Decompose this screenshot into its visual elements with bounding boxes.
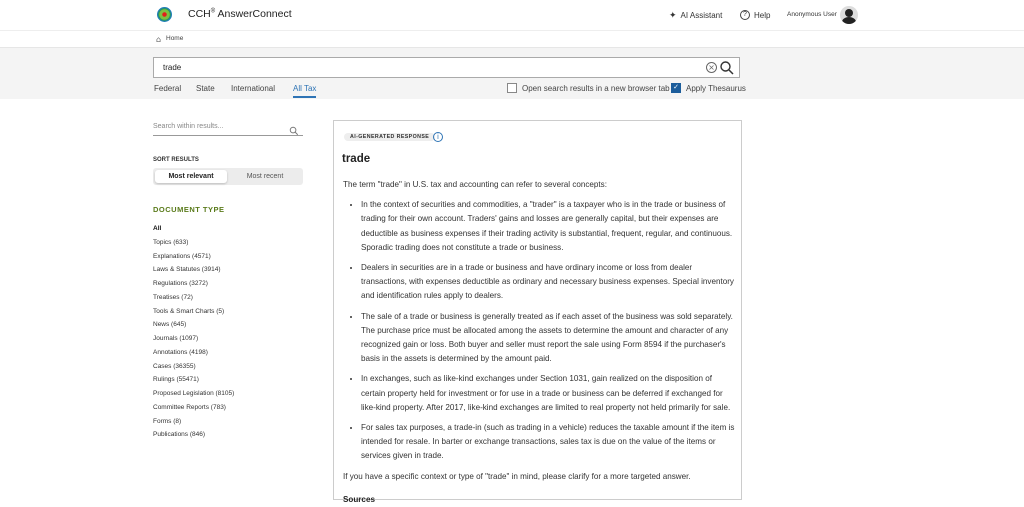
- document-type-item[interactable]: Forms (8): [153, 417, 182, 425]
- checkbox-icon[interactable]: [507, 83, 517, 93]
- sort-most-relevant[interactable]: Most relevant: [155, 170, 227, 183]
- document-type-item[interactable]: Annotations (4198): [153, 348, 208, 356]
- document-type-item[interactable]: News (645): [153, 321, 187, 329]
- ai-generated-badge: AI-GENERATED RESPONSE: [344, 133, 435, 141]
- search-within-input[interactable]: [153, 120, 303, 136]
- answer-closing: If you have a specific context or type of "trade" in mind, please clarify for a more targeted answer.: [343, 471, 691, 481]
- document-type-item[interactable]: Regulations (3272): [153, 280, 208, 287]
- document-type-item[interactable]: Laws & Statutes (3914): [153, 266, 221, 274]
- answer-intro: The term "trade" in U.S. tax and accounting can refer to several concepts:: [343, 180, 607, 189]
- breadcrumb-home[interactable]: Home: [166, 35, 184, 42]
- sort-most-recent[interactable]: Most recent: [246, 173, 284, 180]
- sources-heading: Sources: [343, 494, 375, 504]
- top-header: [0, 0, 1024, 30]
- search-input[interactable]: [153, 57, 740, 78]
- tab-international[interactable]: International: [231, 84, 276, 93]
- sparkle-icon: ✦: [669, 10, 677, 20]
- answer-bullet: • Dealers in securities are in a trade or business and have ordinary income or loss from dealer transactions, with expenses deductible as ordinary and necessary business expenses. Special inventory and identification rules apply to dealers.: [361, 261, 738, 304]
- answer-bullet: • For sales tax purposes, a trade-in (such as trading in a vehicle) reduces the taxable amount if the item is intended for resale. In barter or exchange transactions, sales tax is due on the value of the items or services given in trade.: [361, 421, 738, 464]
- document-type-list: [153, 224, 234, 444]
- avatar[interactable]: [840, 6, 858, 24]
- help-icon: ?: [740, 10, 750, 20]
- ai-assistant-link[interactable]: [669, 10, 722, 21]
- tab-state[interactable]: State: [196, 84, 215, 93]
- document-type-item[interactable]: Committee Reports (783): [153, 403, 226, 411]
- document-type-item[interactable]: All: [153, 225, 162, 232]
- answer-bullet: • The sale of a trade or business is generally treated as if each asset of the business was sold separately. The purchase price must be allocated among the assets to determine the amount and character of any recognized gain or loss. Both buyer and seller must report the sale using Form 8594 if the purchaser's basis in the assets is determined by the amount paid.: [361, 310, 738, 367]
- document-type-item[interactable]: Journals (1097): [153, 335, 199, 342]
- answer-body: [343, 178, 738, 507]
- answer-title: trade: [342, 153, 371, 165]
- document-type-item[interactable]: Proposed Legislation (8105): [153, 390, 235, 397]
- thesaurus-label: Apply Thesaurus: [686, 83, 746, 93]
- new-tab-checkbox[interactable]: [507, 83, 670, 93]
- help-link[interactable]: [740, 10, 770, 20]
- brand-product: AnswerConnect: [215, 8, 292, 20]
- document-type-item[interactable]: Rulings (55471): [153, 376, 199, 384]
- document-type-item[interactable]: Publications (846): [153, 431, 206, 439]
- breadcrumb: [0, 30, 1024, 48]
- brand-name: CCH: [188, 8, 211, 20]
- search-icon[interactable]: [719, 60, 735, 76]
- sort-toggle: [153, 168, 303, 185]
- document-type-item[interactable]: Topics (633): [153, 238, 189, 246]
- document-type-item[interactable]: Tools & Smart Charts (5): [153, 307, 225, 315]
- document-type-heading: DOCUMENT TYPE: [153, 205, 225, 214]
- answer-bullets: [361, 198, 738, 463]
- document-type-item[interactable]: Cases (36355): [153, 362, 196, 370]
- brand-title[interactable]: [188, 8, 292, 20]
- ai-response-card: [333, 120, 742, 504]
- cch-logo[interactable]: [157, 7, 172, 22]
- search-within-placeholder: Search within results...: [153, 123, 224, 130]
- clear-icon[interactable]: ×: [706, 62, 717, 73]
- document-type-item[interactable]: Treatises (72): [153, 293, 193, 301]
- ai-assistant-label: AI Assistant: [680, 11, 723, 20]
- home-icon: ⌂: [156, 35, 162, 44]
- help-label: Help: [754, 10, 771, 20]
- checkbox-checked-icon[interactable]: ✓: [671, 83, 681, 93]
- search-value: trade: [163, 63, 182, 72]
- user-name[interactable]: Anonymous User: [787, 11, 837, 18]
- brand-registered: ®: [210, 8, 216, 15]
- answer-bullet: • In the context of securities and commodities, a "trader" is a taxpayer who is in the trade or business of trading for their own account. Traders' gains and losses are generally capital, but their expenses are deductible as business expenses if their trading activity is substantial, frequent, regular, and continuous. Sporadic trading does not constitute a trade or business.: [361, 198, 738, 255]
- thesaurus-checkbox[interactable]: [671, 83, 746, 93]
- tab-all-tax[interactable]: All Tax: [293, 84, 316, 98]
- info-icon[interactable]: i: [433, 132, 443, 142]
- answer-bullet: • In exchanges, such as like-kind exchanges under Section 1031, gain realized on the disposition of certain property held for investment or for use in a trade or business can be deferred if exchanged for like-kind property. After 2017, like-kind exchanges are limited to real property not held primarily for sale.: [361, 372, 738, 415]
- document-type-item[interactable]: Explanations (4571): [153, 252, 211, 260]
- new-tab-label: Open search results in a new browser tab: [522, 83, 670, 93]
- tab-federal[interactable]: Federal: [154, 84, 182, 93]
- sort-heading: SORT RESULTS: [153, 157, 199, 163]
- search-icon[interactable]: [289, 121, 299, 140]
